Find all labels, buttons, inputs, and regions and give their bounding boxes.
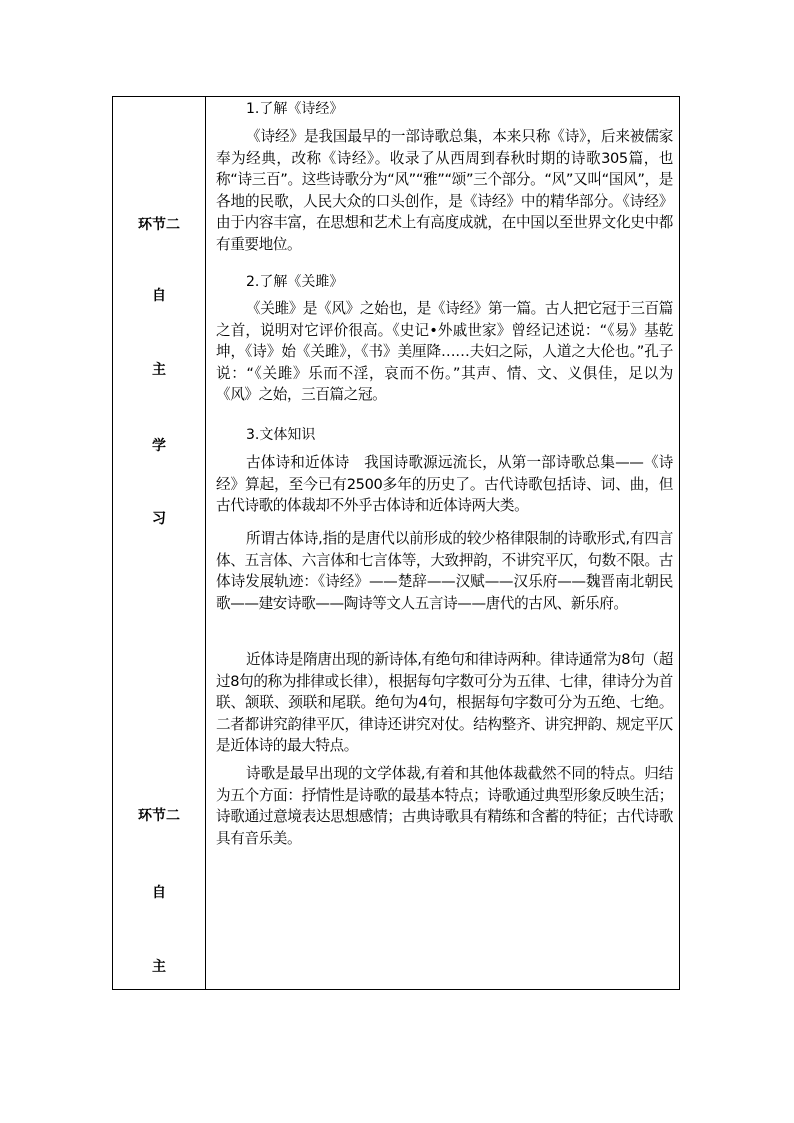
label-char-zhu-2: 主 [152,959,166,975]
section3-paragraph-1: 古体诗和近体诗 我国诗歌源远流长，从第一部诗歌总集——《诗经》算起，至今已有2500多年的历史了。古代诗歌包括诗、词、曲，但古代诗歌的体裁却不外乎古体诗和近体诗两大类。 [216,454,673,514]
section3-heading: 3.文体知识 [246,427,316,443]
label-char-zhu: 主 [152,362,166,378]
label-char-zi: 自 [152,288,166,304]
section2-paragraph: 《关雎》是《风》之始也，是《诗经》第一篇。古人把它冠于三百篇之首，说明对它评价很高。《史记•外戚世家》曾经记述说：“《易》基乾坤，《诗》始《关雎》，《书》美厘降……夫妇之际，人道之大伦也。”孔子说：“《关雎》乐而不淫，哀而不伤。”其声、情、文、义俱佳，足以为《风》之始，三百篇之冠。 [216,300,673,403]
section3-paragraph-3: 近体诗是隋唐出现的新诗体,有绝句和律诗两种。律诗通常为8句（超过8句的称为排律或长律），根据每句字数可分为五律、七律，律诗分为首联、颔联、颈联和尾联。绝句为4句，根据每句字数可分为五绝、七绝。二者都讲究韵律平仄，律诗还讲究对仗。结构整齐、讲究押韵、规定平仄是近体诗的最大特点。 [216,651,673,754]
section1-body [216,126,673,255]
section-label-top: 环节二 [138,217,180,233]
section1-paragraph: 《诗经》是我国最早的一部诗歌总集，本来只称《诗》，后来被儒家奉为经典，改称《诗经》。收录了从西周到春秋时期的诗歌305篇，也称“诗三百”。这些诗歌分为“风”“雅”“颂”三个部分。“风”又叫“国风”，是各地的民歌，人民大众的口头创作，是《诗经》中的精华部分。《诗经》由于内容丰富，在思想和艺术上有高度成就，在中国以至世界文化史中都有重要地位。 [216,128,673,253]
content-column [206,97,679,989]
section3-para1-block [216,452,673,517]
section3-para2-block [216,528,673,614]
section-label-bottom: 环节二 [138,808,180,824]
section3-paragraph-4: 诗歌是最早出现的文学体裁,有着和其他体裁截然不同的特点。归结为五个方面：抒情性是诗歌的最基本特点；诗歌通过典型形象反映生活；诗歌通过意境表达思想感情；古典诗歌具有精练和含蓄的特征；古代诗歌具有音乐美。 [216,765,673,847]
section1-heading: 1.了解《诗经》 [246,101,344,117]
label-char-xi: 习 [152,511,166,527]
lesson-table [112,96,680,990]
label-char-xue: 学 [152,438,166,454]
section2-heading: 2.了解《关雎》 [246,274,344,290]
label-char-zi-2: 自 [152,885,166,901]
section3-para4-block [216,763,673,849]
section3-para3-block [216,649,673,757]
section2-body [216,298,673,406]
section3-paragraph-2: 所谓古体诗,指的是唐代以前形成的较少格律限制的诗歌形式,有四言体、五言体、六言体和七言体等，大致押韵，不讲究平仄，句数不限。古体诗发展轨迹：《诗经》——楚辞——汉赋——汉乐府——魏晋南北朝民歌——建安诗歌——陶诗等文人五言诗——唐代的古风、新乐府。 [216,530,673,612]
